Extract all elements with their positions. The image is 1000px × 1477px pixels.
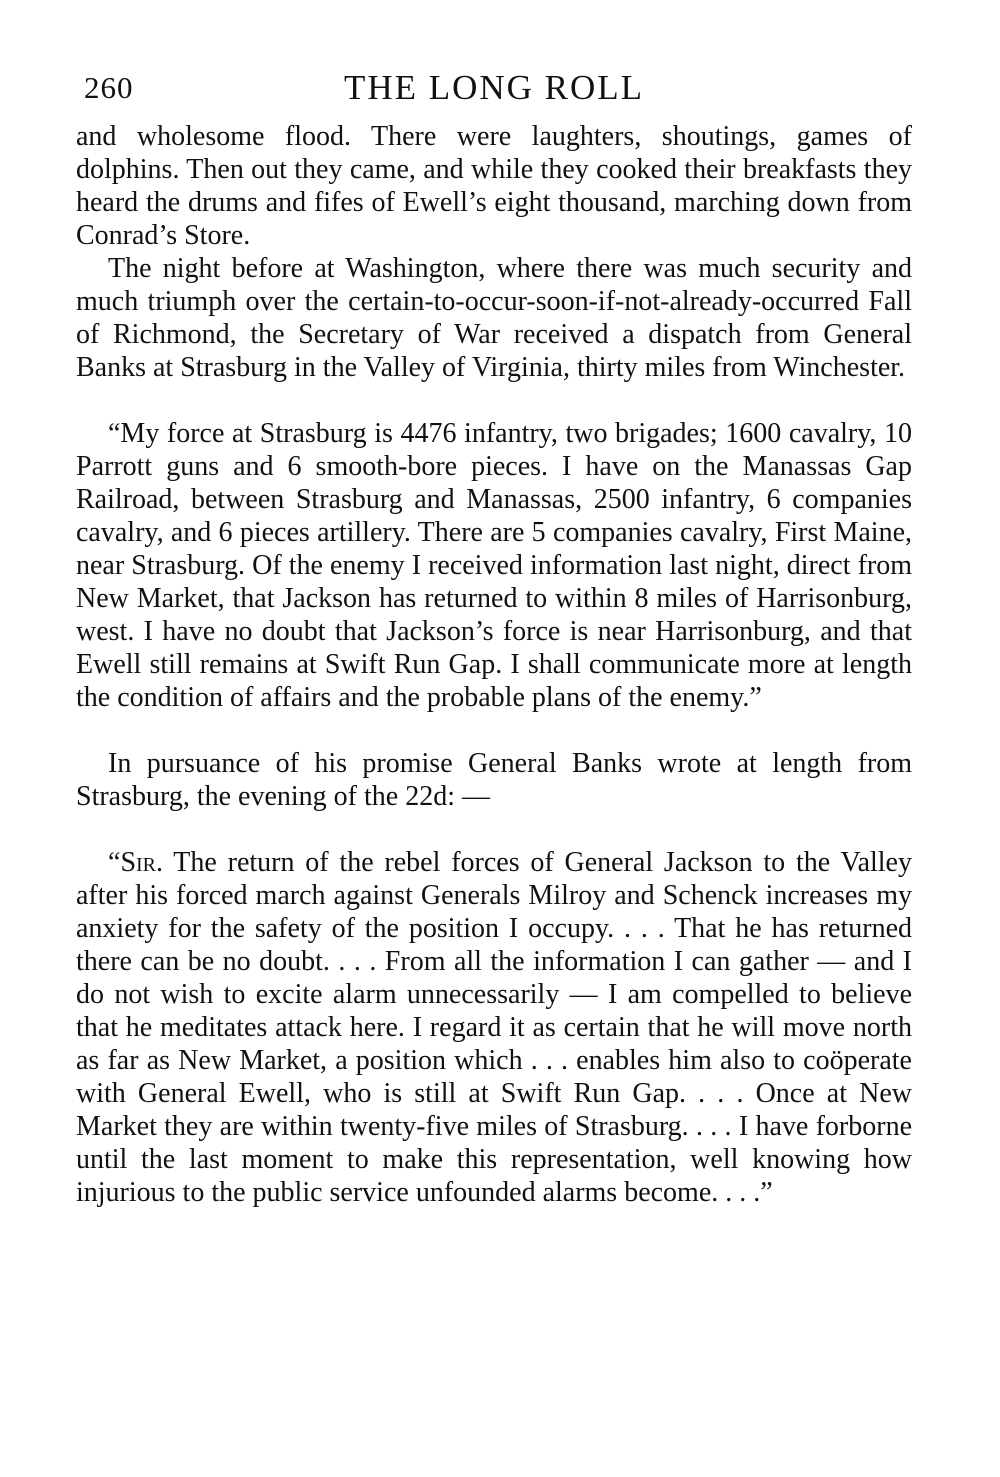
paragraph-continuation: and wholesome flood. There were laughters, shoutings, games of dolphins. Then out they came, and while they cooked their breakfasts they heard the drums and fifes of Ewell’s eight thousand, marching down from Conrad’s Store.	[76, 121, 912, 251]
running-title: THE LONG ROLL	[343, 68, 645, 107]
book-page	[76, 60, 912, 1209]
paragraph-pursuance: In pursuance of his promise General Banks wrote at length from Strasburg, the evening of the 22d: —	[76, 748, 912, 812]
page-header	[76, 60, 912, 120]
letter-body: . The return of the rebel forces of General Jackson to the Valley after his forced march against Generals Milroy and Schenck increases my anxiety for the safety of the position I occupy. . . . That he has returned there can be no doubt. . . . From all the information I can gather — and I do not wish to excite alarm unnecessarily — I am compelled to believe that he meditates attack here. I regard it as certain that he will move north as far as New Market, a position which . . . enables him also to coöperate with General Ewell, who is still at Swift Run Gap. . . . Once at New Market they are within twenty-five miles of Strasburg. . . . I have forborne until the last moment to make this representation, well knowing how injurious to the public service unfounded alarms become. . . .”	[76, 847, 912, 1208]
salutation: Sir	[120, 847, 157, 878]
paragraph-washington: The night before at Washington, where there was much security and much triumph over the certain-to-occur-soon-if-not-already-occurred Fall of Richmond, the Secretary of War received a dispatch from General Banks at Strasburg in the Valley of Virginia, thirty miles from Winchester.	[76, 253, 912, 383]
quote-banks-letter: “Sir. The return of the rebel forces of General Jackson to the Valley after his forced march against Generals Milroy and Schenck increases my anxiety for the safety of the position I occupy. . . . That he has returned there can be no doubt. . . . From all the information I can gather — and I do not wish to excite alarm unnecessarily — I am compelled to believe that he meditates attack here. I regard it as certain that he will move north as far as New Market, a position which . . . enables him also to coöperate with General Ewell, who is still at Swift Run Gap. . . . Once at New Market they are within twenty-five miles of Strasburg. . . . I have forborne until the last moment to make this representation, well knowing how injurious to the public service unfounded alarms become. . . .”	[76, 847, 912, 1208]
body-text	[76, 120, 912, 1209]
quote-banks-dispatch: “My force at Strasburg is 4476 infantry, two brigades; 1600 cavalry, 10 Parrott guns and 6 smooth-bore pieces. I have on the Manassas Gap Railroad, between Strasburg and Manassas, 2500 infantry, 6 companies cavalry, and 6 pieces artillery. There are 5 companies cavalry, First Maine, near Strasburg. Of the enemy I received information last night, direct from New Market, that Jackson has returned to within 8 miles of Harrisonburg, west. I have no doubt that Jackson’s force is near Harrisonburg, and that Ewell still remains at Swift Run Gap. I shall communicate more at length the condition of affairs and the probable plans of the enemy.”	[76, 418, 912, 713]
page-number: 260	[84, 70, 134, 105]
